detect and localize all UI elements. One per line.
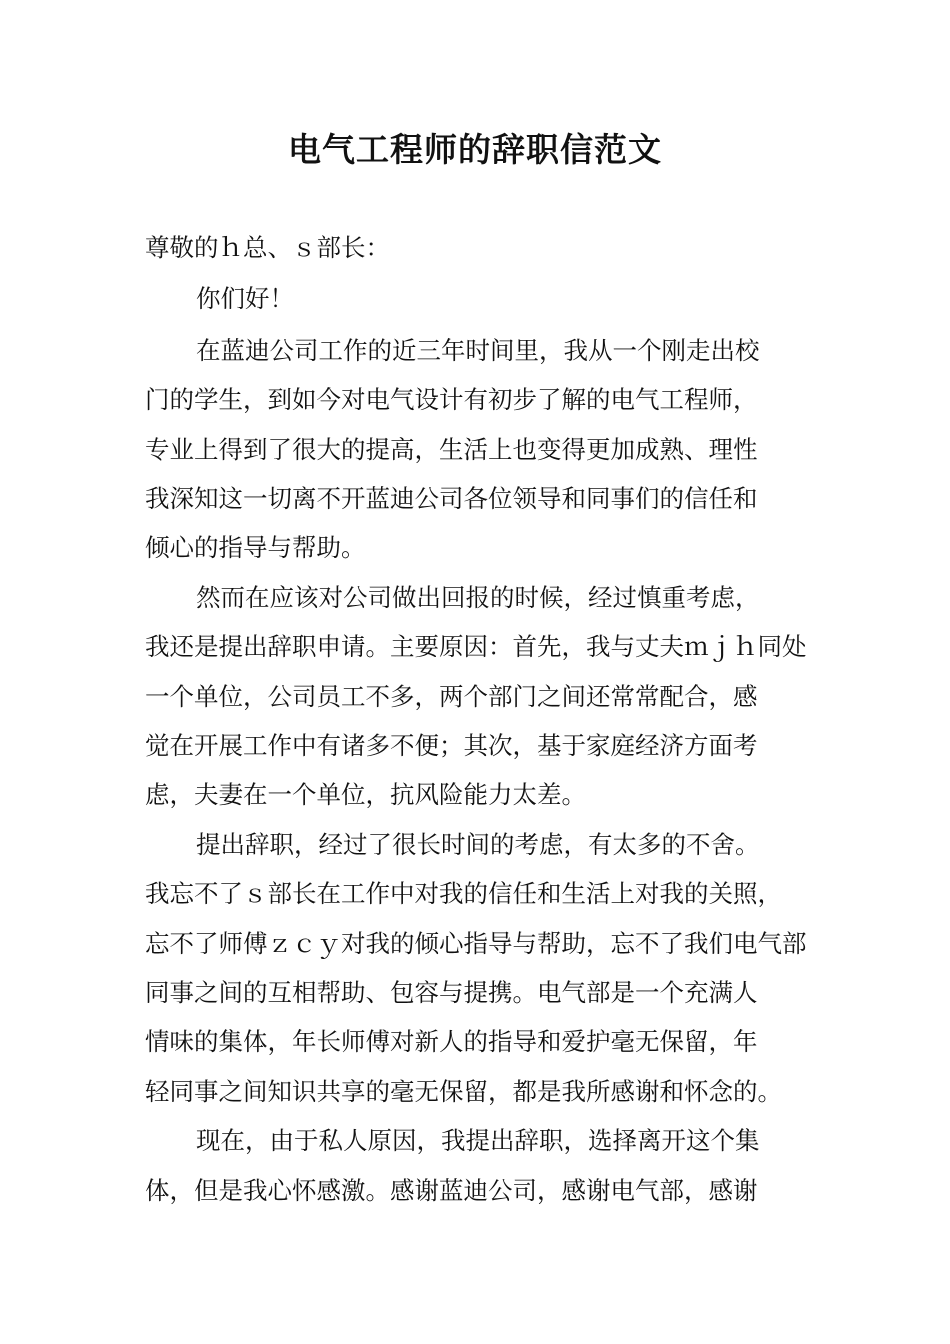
paragraph-line: 然而在应该对公司做出回报的时候，经过慎重考虑， (196, 583, 760, 612)
paragraph-line: 在蓝迪公司工作的近三年时间里，我从一个刚走出校 (196, 336, 760, 365)
paragraph-line: 我忘不了ｓ部长在工作中对我的信任和生活上对我的关照， (145, 879, 782, 908)
paragraph-line: 虑，夫妻在一个单位，抗风险能力太差。 (145, 780, 586, 809)
salutation: 尊敬的ｈ总、ｓ部长： (145, 233, 390, 262)
greeting: 你们好！ (196, 284, 294, 313)
paragraph-line: 体，但是我心怀感激。感谢蓝迪公司，感谢电气部，感谢 (145, 1176, 758, 1205)
paragraph-line: 门的学生，到如今对电气设计有初步了解的电气工程师， (145, 385, 758, 414)
paragraph-line: 轻同事之间知识共享的毫无保留，都是我所感谢和怀念的。 (145, 1077, 782, 1106)
paragraph-line: 觉在开展工作中有诸多不便；其次，基于家庭经济方面考 (145, 731, 758, 760)
paragraph-line: 我还是提出辞职申请。主要原因：首先，我与丈夫ｍｊｈ同处 (145, 632, 807, 661)
paragraph-line: 提出辞职，经过了很长时间的考虑，有太多的不舍。 (196, 830, 760, 859)
paragraph-line: 倾心的指导与帮助。 (145, 533, 366, 562)
paragraph-line: 同事之间的互相帮助、包容与提携。电气部是一个充满人 (145, 978, 758, 1007)
paragraph-line: 现在，由于私人原因，我提出辞职，选择离开这个集 (196, 1126, 760, 1155)
paragraph-line: 我深知这一切离不开蓝迪公司各位领导和同事们的信任和 (145, 484, 758, 513)
document-title: 电气工程师的辞职信范文 (288, 130, 662, 169)
paragraph-line: 情味的集体，年长师傅对新人的指导和爱护毫无保留，年 (145, 1027, 758, 1056)
paragraph-line: 一个单位，公司员工不多，两个部门之间还常常配合，感 (145, 682, 758, 711)
paragraph-line: 忘不了师傅ｚｃｙ对我的倾心指导与帮助，忘不了我们电气部 (145, 929, 807, 958)
paragraph-line: 专业上得到了很大的提高，生活上也变得更加成熟、理性 (145, 435, 758, 464)
